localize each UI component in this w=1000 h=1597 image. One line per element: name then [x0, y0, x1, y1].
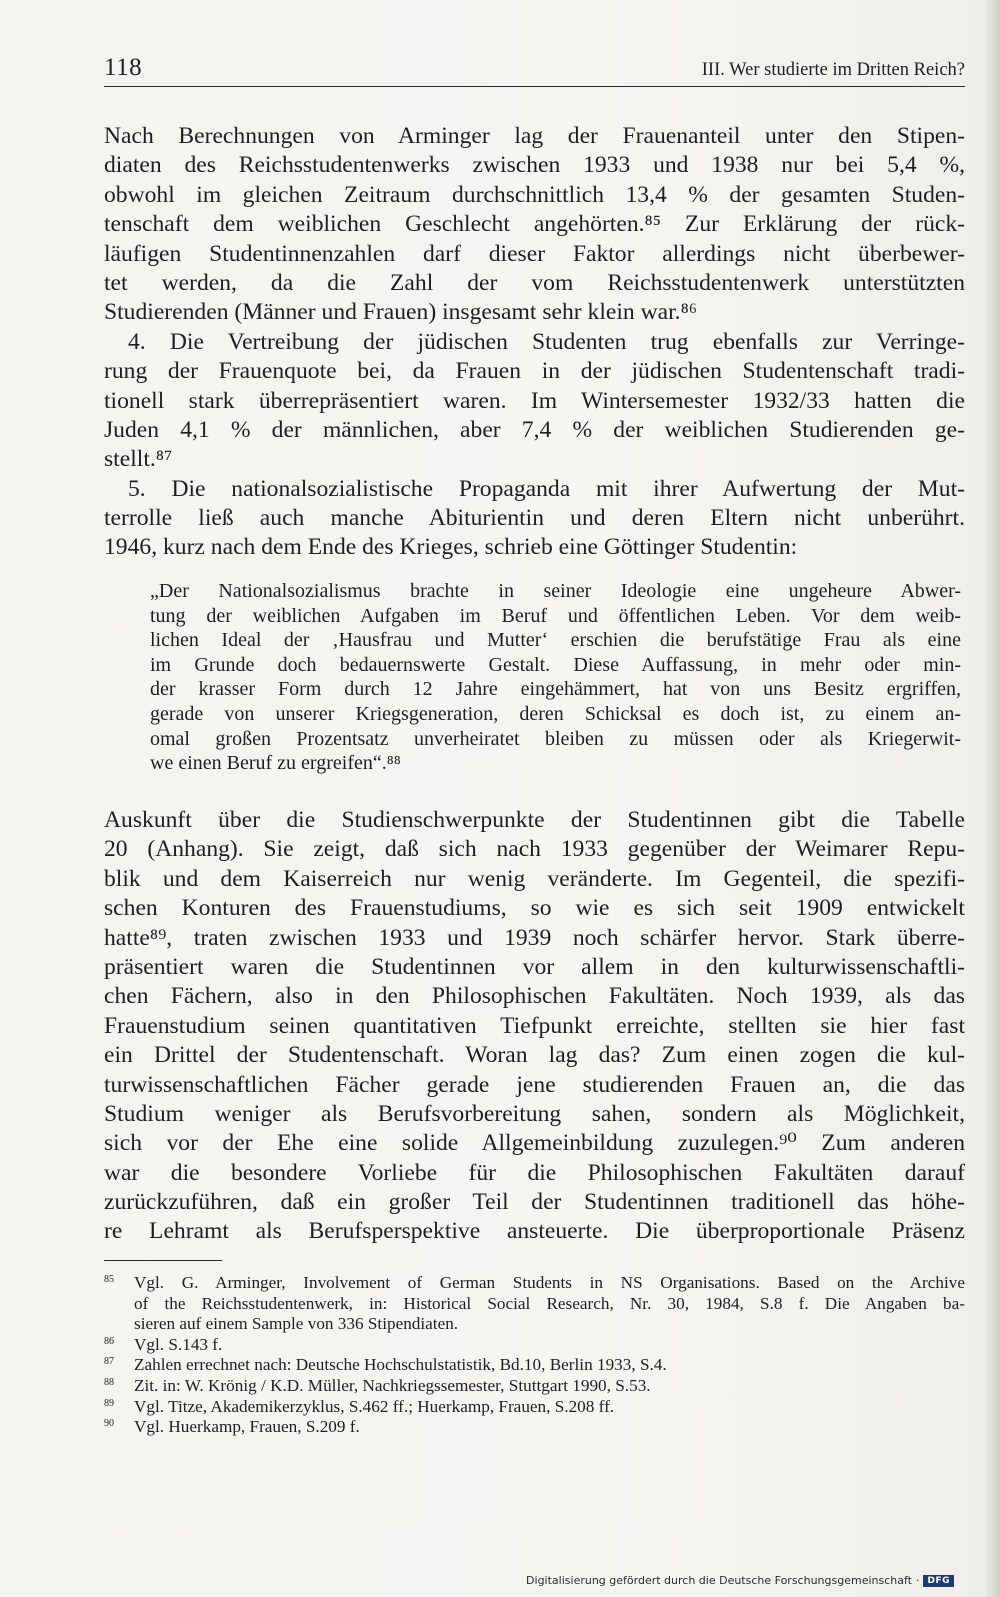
footnote-marker: 87 — [104, 1356, 114, 1368]
text-line: tionell stark überrepräsentiert waren. Im Wintersemester 1932/33 hatten die — [104, 387, 965, 414]
footnote-line: Vgl. G. Arminger, Involvement of German Students in NS Organisations. Based on the Archive — [134, 1273, 965, 1292]
paragraph-2 — [104, 328, 965, 475]
footnote-90 — [104, 1417, 965, 1438]
quote-line: der krasser Form durch 12 Jahre eingehämmert, hat von uns Besitz ergriffen, — [150, 678, 961, 701]
text-line: 4. Die Vertreibung der jüdischen Studenten trug ebenfalls zur Verringe- — [128, 328, 965, 355]
footnote-marker: 86 — [104, 1335, 114, 1347]
paragraph-3 — [104, 475, 965, 563]
footnote-marker: 90 — [104, 1418, 114, 1430]
text-line: präsentiert waren die Studentinnen vor allem in den kulturwissenschaftli- — [104, 953, 965, 980]
text-line: Nach Berechnungen von Arminger lag der Frauenanteil unter den Stipen- — [104, 123, 965, 149]
text-line: ein Drittel der Studentenschaft. Woran lag das? Zum einen zogen die kul- — [104, 1042, 965, 1069]
footnote-line: Zit. in: W. Krönig / K.D. Müller, Nachkriegssemester, Stuttgart 1990, S.53. — [134, 1375, 651, 1395]
text-line: obwohl im gleichen Zeitraum durchschnittlich 13,4 % der gesamten Studen- — [104, 181, 965, 208]
footnotes — [104, 1273, 965, 1438]
quote-line: im Grunde doch bedauernswerte Gestalt. Diese Auffassung, in mehr oder min- — [150, 653, 961, 676]
quote-line: gerade von unserer Kriegsgeneration, deren Schicksal es doch ist, zu einem an- — [150, 702, 961, 725]
text-line: diaten des Reichsstudentenwerks zwischen 1933 und 1938 nur bei 5,4 %, — [104, 152, 965, 179]
body-text-lower — [104, 806, 965, 1247]
dfg-logo: DFG — [923, 1575, 954, 1587]
footnote-88 — [104, 1376, 965, 1397]
text-line: Studium weniger als Berufsvorbereitung sahen, sondern als Möglichkeit, — [104, 1100, 965, 1127]
footnote-line: Vgl. Titze, Akademikerzyklus, S.462 ff.; Huerkamp, Frauen, S.208 ff. — [134, 1396, 615, 1416]
text-line: re Lehramt als Berufsperspektive ansteuerte. Die überproportionale Präsenz — [104, 1218, 965, 1245]
text-line: tenschaft dem weiblichen Geschlecht angehörten.⁸⁵ Zur Erklärung der rück- — [104, 211, 965, 238]
text-line: stellt.⁸⁷ — [104, 446, 173, 473]
footnote-marker: 85 — [104, 1274, 114, 1285]
footnote-line: Vgl. S.143 f. — [134, 1334, 223, 1354]
text-line: sich vor der Ehe eine solide Allgemeinbildung zuzulegen.⁹⁰ Zum anderen — [104, 1130, 965, 1157]
digitization-credit: Digitalisierung gefördert durch die Deutsche Forschungsgemeinschaft · DFG — [526, 1574, 954, 1587]
footnote-89 — [104, 1397, 965, 1418]
text-line: schen Konturen des Frauenstudiums, so wie es sich seit 1909 entwickelt — [104, 895, 965, 922]
text-line: chen Fächern, also in den Philosophischen Fakultäten. Noch 1939, als das — [104, 983, 965, 1010]
page-number: 118 — [104, 54, 143, 81]
text-line: terrolle ließ auch manche Abiturientin und deren Eltern nicht unberührt. — [104, 505, 965, 532]
paragraph-1 — [104, 122, 965, 328]
footnote-87 — [104, 1355, 965, 1376]
footnote-marker: 89 — [104, 1397, 114, 1409]
footnote-85 — [104, 1273, 965, 1335]
text-line: tet werden, da die Zahl der vom Reichsstudentenwerk unterstützten — [104, 269, 965, 296]
credit-text: Digitalisierung gefördert durch die Deutsche Forschungsgemeinschaft — [526, 1574, 912, 1587]
text-line: rung der Frauenquote bei, da Frauen in der jüdischen Studentenschaft tradi- — [104, 358, 965, 385]
footnote-line: Vgl. Huerkamp, Frauen, S.209 f. — [134, 1417, 360, 1437]
page-edge — [986, 0, 1000, 1597]
block-quote — [150, 579, 961, 776]
footnote-line: of the Reichsstudentenwerk, in: Historical Social Research, Nr. 30, 1984, S.8 f. Die Angaben ba- — [134, 1293, 965, 1313]
paragraph-4 — [104, 806, 965, 1247]
quote-line: tung der weiblichen Aufgaben im Beruf und öffentlichen Leben. Vor dem weib- — [150, 604, 961, 627]
footnote-marker: 88 — [104, 1376, 114, 1388]
running-head: III. Wer studierte im Dritten Reich? — [701, 60, 965, 80]
footnote-line: sieren auf einem Sample von 336 Stipendiaten. — [134, 1314, 459, 1334]
text-line: turwissenschaftlichen Fächer gerade jene studierenden Frauen an, die das — [104, 1071, 965, 1098]
text-line: Auskunft über die Studienschwerpunkte der Studentinnen gibt die Tabelle — [104, 807, 965, 833]
text-line: läufigen Studentinnenzahlen darf dieser Faktor allerdings nicht überbewer- — [104, 240, 965, 267]
text-line: Frauenstudium seinen quantitativen Tiefpunkt erreichte, stellten sie hier fast — [104, 1012, 965, 1039]
body-text-upper — [104, 122, 965, 563]
text-line: war die besondere Vorliebe für die Philosophischen Fakultäten darauf — [104, 1159, 965, 1186]
quote-line: omal großen Prozentsatz unverheiratet bleiben zu müssen oder als Kriegerwit- — [150, 727, 961, 750]
text-line: Juden 4,1 % der männlichen, aber 7,4 % der weiblichen Studierenden ge- — [104, 416, 965, 443]
text-line: 1946, kurz nach dem Ende des Krieges, schrieb eine Göttinger Studentin: — [104, 534, 798, 561]
text-line: blik und dem Kaiserreich nur wenig veränderte. Im Gegenteil, die spezifi- — [104, 865, 965, 892]
footnote-divider — [104, 1260, 222, 1261]
text-line: zurückzuführen, daß ein großer Teil der Studentinnen traditionell das höhe- — [104, 1189, 965, 1216]
quote-line: we einen Beruf zu ergreifen“.⁸⁸ — [150, 752, 401, 775]
footnote-86 — [104, 1335, 965, 1356]
text-line: 20 (Anhang). Sie zeigt, daß sich nach 1933 gegenüber der Weimarer Repu- — [104, 836, 965, 863]
page-header — [104, 52, 965, 87]
text-line: Studierenden (Männer und Frauen) insgesamt sehr klein war.⁸⁶ — [104, 299, 698, 326]
footnote-line: Zahlen errechnet nach: Deutsche Hochschulstatistik, Bd.10, Berlin 1933, S.4. — [134, 1355, 667, 1375]
text-line: 5. Die nationalsozialistische Propaganda mit ihrer Aufwertung der Mut- — [128, 475, 965, 502]
quote-line: lichen Ideal der ‚Hausfrau und Mutter‘ erschien die berufstätige Frau als eine — [150, 629, 961, 652]
quote-line: „Der Nationalsozialismus brachte in seiner Ideologie eine ungeheure Abwer- — [150, 580, 961, 602]
text-line: hatte⁸⁹, traten zwischen 1933 und 1939 noch schärfer hervor. Stark überre- — [104, 924, 965, 951]
